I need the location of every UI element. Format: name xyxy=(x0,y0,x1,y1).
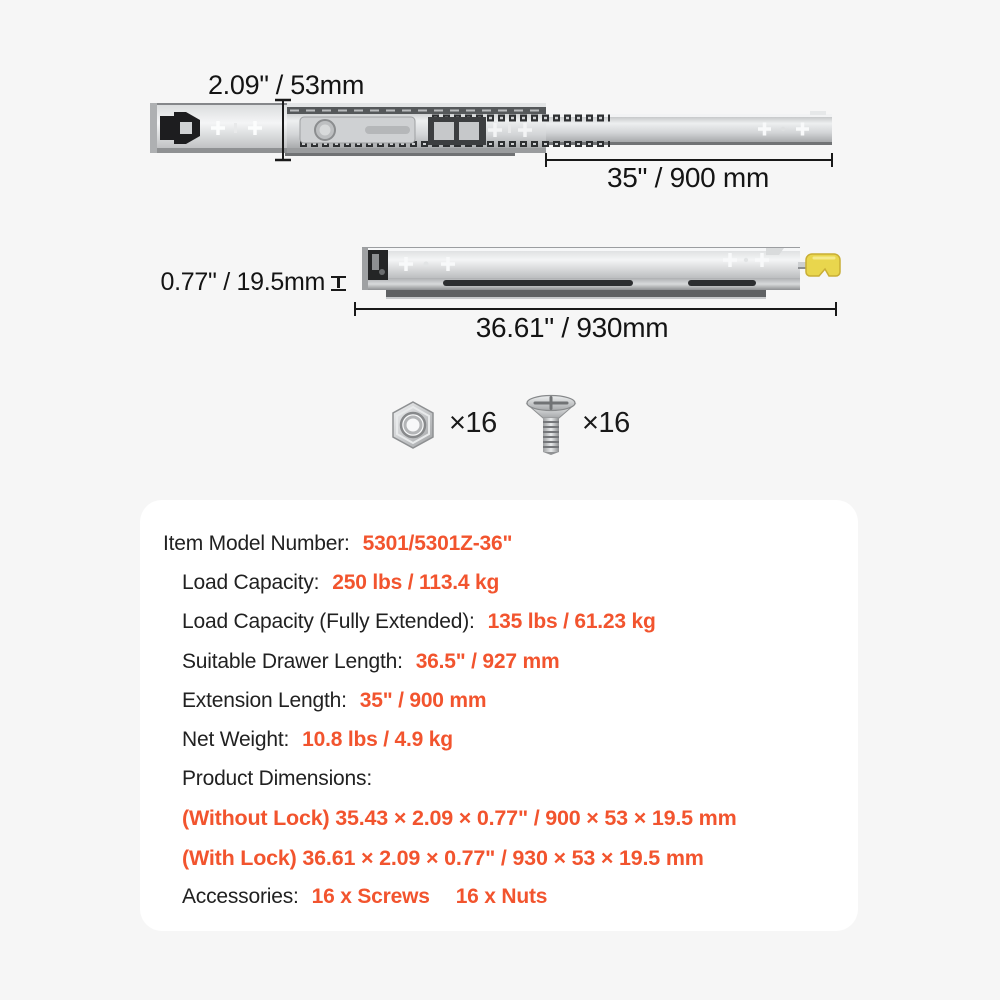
total-length-dimension-line xyxy=(354,308,837,310)
lock-release-lever xyxy=(798,254,840,276)
hex-nut-icon xyxy=(388,400,438,450)
spec-value: (Without Lock) 35.43 × 2.09 × 0.77" / 900 × 53 × 19.5 mm xyxy=(182,806,737,831)
spec-label: Product Dimensions: xyxy=(182,767,372,791)
screw-count: ×16 xyxy=(582,407,630,439)
spec-row-net-weight xyxy=(140,720,858,759)
nut-count: ×16 xyxy=(449,407,497,439)
spec-value: 135 lbs / 61.23 kg xyxy=(487,610,656,634)
spec-value: 16 x Screws xyxy=(311,885,430,909)
screw-icon xyxy=(525,394,577,456)
spec-label: Load Capacity (Fully Extended): xyxy=(182,610,475,634)
spec-label: Net Weight: xyxy=(182,728,290,752)
spec-label: Suitable Drawer Length: xyxy=(182,649,403,673)
spec-rows xyxy=(140,500,858,917)
total-length-label: 36.61" / 930mm xyxy=(475,312,669,343)
spec-row-product-dimensions xyxy=(140,760,858,799)
drawer-member xyxy=(150,103,287,153)
spec-row-drawer-length xyxy=(140,642,858,681)
spec-panel xyxy=(140,500,858,931)
spec-value: 36.5" / 927 mm xyxy=(415,649,560,673)
spec-row-model xyxy=(140,524,858,563)
spec-value: 35" / 900 mm xyxy=(359,688,487,712)
spec-label: Extension Length: xyxy=(182,688,347,712)
mounting-bracket xyxy=(368,250,388,280)
height-ibeam-symbol xyxy=(331,276,346,291)
spec-value: 250 lbs / 113.4 kg xyxy=(332,570,500,594)
slide-height-dimension-label: 0.77" / 19.5mm xyxy=(160,268,325,296)
spec-label: Item Model Number: xyxy=(163,531,350,555)
locked-drawer-slide-illustration xyxy=(358,242,840,306)
extended-drawer-slide-illustration xyxy=(150,100,833,160)
spec-value: (With Lock) 36.61 × 2.09 × 0.77" / 930 × 53 × 19.5 mm xyxy=(182,845,704,870)
extension-length-label: 35" / 900 mm xyxy=(607,162,769,193)
spec-value: 5301/5301Z-36" xyxy=(362,531,513,555)
spec-row-dimensions-with-lock xyxy=(140,838,858,877)
spec-row-extension-length xyxy=(140,681,858,720)
extension-length-dimension-line xyxy=(545,159,833,161)
slide-width-dimension-label: 2.09" / 53mm xyxy=(207,70,365,100)
spec-row-dimensions-without-lock xyxy=(140,799,858,838)
slide-body xyxy=(362,247,800,299)
spec-value-secondary: 16 x Nuts xyxy=(455,885,548,909)
spec-row-load-capacity xyxy=(140,563,858,602)
spec-row-load-capacity-extended xyxy=(140,603,858,642)
spec-label: Load Capacity: xyxy=(182,570,320,594)
spec-row-accessories xyxy=(140,878,858,917)
spec-label: Accessories: xyxy=(182,885,299,909)
spec-value: 10.8 lbs / 4.9 kg xyxy=(302,728,453,752)
